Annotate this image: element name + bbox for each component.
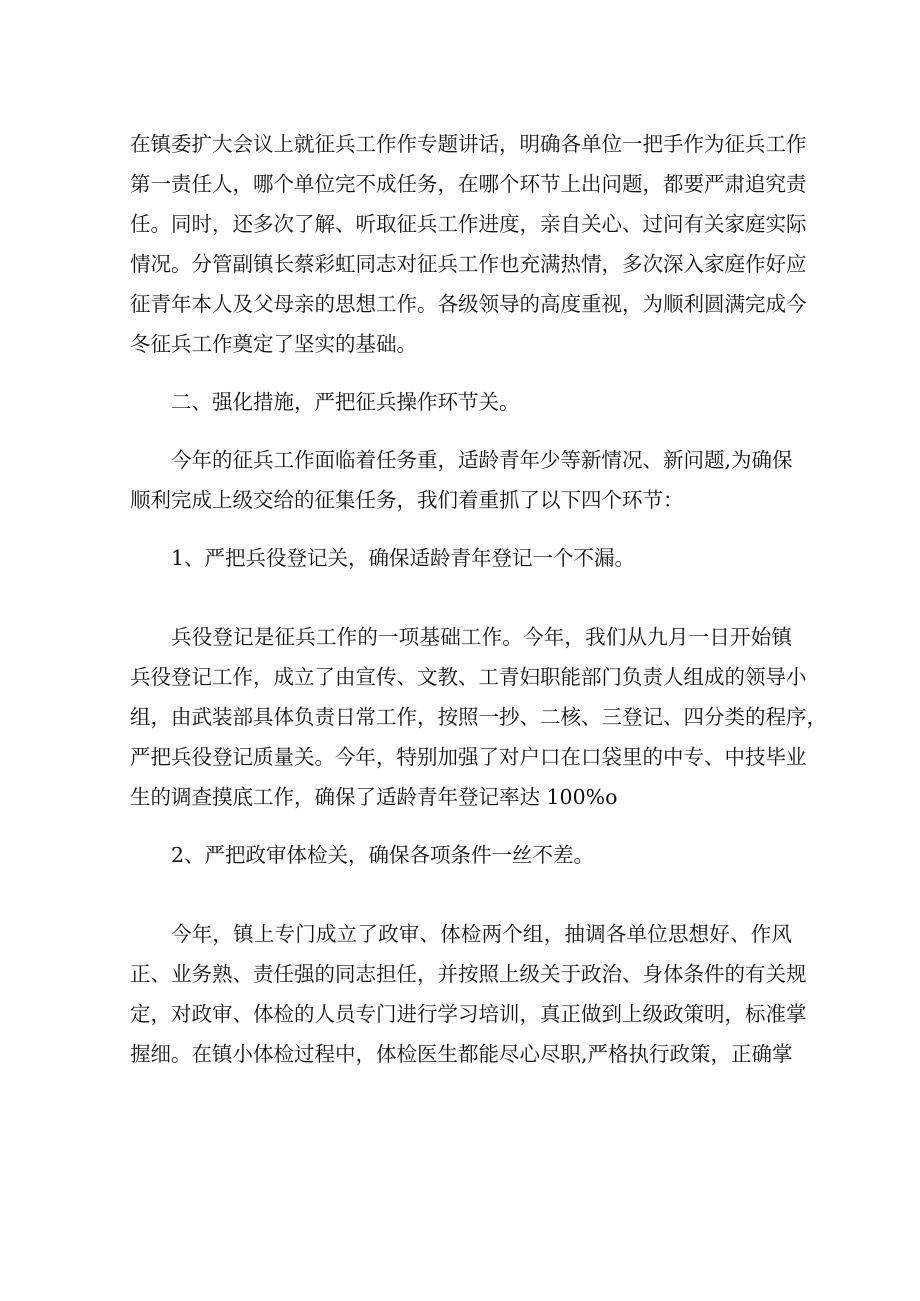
text-line: 兵役登记是征兵工作的一项基础工作。今年，我们从九月一日开始镇 — [171, 625, 792, 649]
text-line: 定，对政审、体检的人员专门进行学习培训，真正做到上级政策明，标准掌 — [130, 1002, 807, 1026]
text-line: 征青年本人及父母亲的思想工作。各级领导的高度重视，为顺利圆满完成今 — [130, 292, 807, 316]
text-line: 生的调查摸底工作，确保了适龄青年登记率达 100%o — [130, 785, 618, 809]
text-line: 今年，镇上专门成立了政审、体检两个组，抽调各单位思想好、作风 — [171, 922, 792, 946]
text-line: 正、业务熟、责任强的同志担任，并按照上级关于政治、身体条件的有关规 — [130, 962, 807, 986]
paragraph-section-intro — [130, 440, 792, 520]
subheading-registration — [130, 538, 792, 578]
text-line: 第一责任人，哪个单位完不成任务，在哪个环节上出问题，都要严肃追究责 — [130, 172, 807, 196]
text-line: 兵役登记工作，成立了由宣传、文教、工青妇职能部门负责人组成的领导小 — [130, 665, 807, 689]
paragraph-leadership-continued — [130, 124, 807, 364]
text-line: 组，由武装部具体负责日常工作，按照一抄、二核、三登记、四分类的程序， — [130, 705, 827, 729]
text-line: 今年的征兵工作面临着任务重，适龄青年少等新情况、新问题,为确保 — [171, 448, 793, 472]
text-line: 2、严把政审体检关，确保各项条件一丝不差。 — [171, 843, 595, 867]
text-line: 在镇委扩大会议上就征兵工作作专题讲话，明确各单位一把手作为征兵工作 — [130, 132, 807, 156]
document-body — [130, 124, 827, 1074]
text-line: 1、严把兵役登记关，确保适龄青年登记一个不漏。 — [171, 546, 636, 570]
text-line: 严把兵役登记质量关。今年，特别加强了对户口在口袋里的中专、中技毕业 — [130, 745, 807, 769]
text-line: 冬征兵工作奠定了坚实的基础。 — [130, 332, 417, 356]
paragraph-political-review — [130, 914, 807, 1074]
text-line: 情况。分管副镇长蔡彩虹同志对征兵工作也充满热情，多次深入家庭作好应 — [130, 252, 807, 276]
subheading-political-review — [130, 835, 792, 875]
text-line: 顺利完成上级交给的征集任务，我们着重抓了以下四个环节： — [130, 488, 684, 512]
text-line: 任。同时，还多次了解、听取征兵工作进度，亲自关心、过问有关家庭实际 — [130, 212, 807, 236]
text-line: 握细。在镇小体检过程中，体检医生都能尽心尽职,严格执行政策，正确掌 — [130, 1042, 793, 1066]
paragraph-registration — [130, 617, 827, 817]
section-heading-two — [130, 382, 792, 422]
text-line: 二、强化措施，严把征兵操作环节关。 — [171, 390, 520, 414]
